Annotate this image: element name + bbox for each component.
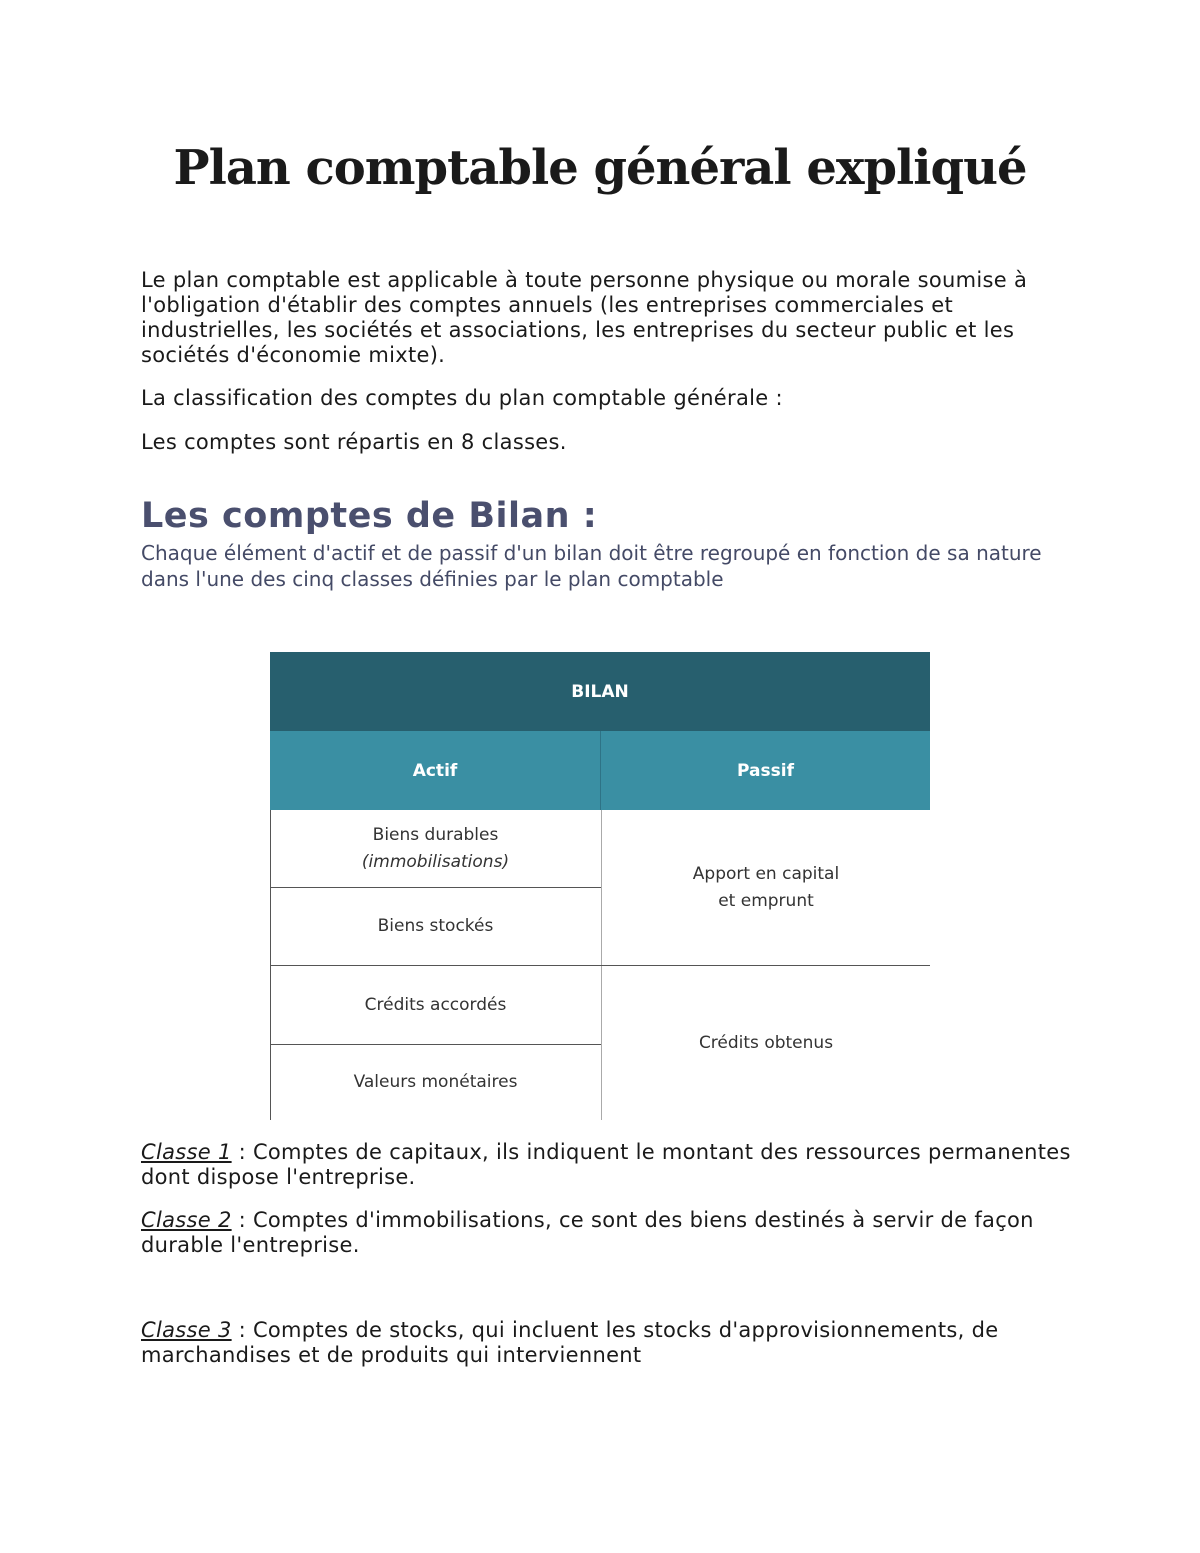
classe-1-separator: :: [231, 1140, 253, 1164]
biens-stockes-label: Biens stockés: [377, 916, 494, 936]
bilan-table-header: BILAN: [270, 652, 930, 731]
classe-1-label: Classe 1: [141, 1140, 232, 1164]
passif-column-header: Passif: [601, 731, 930, 810]
classification-line: La classification des comptes du plan comptable générale :: [141, 386, 783, 410]
classes-count-line: Les comptes sont répartis en 8 classes.: [141, 430, 567, 454]
apport-line1: Apport en capital: [692, 863, 840, 884]
classe-3-paragraph: [141, 1318, 1071, 1368]
classe-3-text: Comptes de stocks, qui incluent les stocks d'approvisionnements, de marchandises et de produits qui interviennent: [141, 1318, 999, 1367]
apport-line2: et emprunt: [718, 890, 814, 911]
classe-3-separator: :: [231, 1318, 253, 1342]
actif-cell-biens-durables: [270, 810, 601, 887]
actif-cell-valeurs-monetaires: [270, 1045, 601, 1120]
passif-cell-credits-obtenus: [602, 966, 930, 1120]
intro-paragraph: Le plan comptable est applicable à toute personne physique ou morale soumise à l'obligation d'établir des comptes annuels (les entreprises commerciales et industrielles, les sociétés et associations, les entreprises du secteur public et les sociétés d'économie mixte).: [141, 268, 1028, 367]
actif-cell-credits-accordes: [270, 966, 601, 1044]
bilan-section-description: Chaque élément d'actif et de passif d'un bilan doit être regroupé en fonction de sa nature dans l'une des cinq classes définies par le plan comptable: [141, 541, 1042, 591]
classe-2-paragraph: [141, 1208, 1071, 1258]
bilan-section-heading: Les comptes de Bilan :: [141, 496, 598, 536]
actif-cell-biens-stockes: [270, 888, 601, 965]
immobilisations-label: (immobilisations): [361, 851, 510, 872]
credits-accordes-label: Crédits accordés: [364, 994, 507, 1015]
classe-3-label: Classe 3: [141, 1318, 232, 1342]
classe-1-text: Comptes de capitaux, ils indiquent le montant des ressources permanentes dont dispose l'entreprise.: [141, 1140, 1071, 1189]
page-title: Plan comptable général expliqué: [173, 140, 1027, 196]
credits-obtenus-label: Crédits obtenus: [698, 1032, 834, 1053]
classe-1-paragraph: [141, 1140, 1071, 1190]
passif-cell-apport: [602, 810, 930, 965]
classe-2-separator: :: [231, 1208, 253, 1232]
bilan-table: [270, 652, 930, 1120]
actif-column-header: Actif: [270, 731, 601, 810]
classe-2-text: Comptes d'immobilisations, ce sont des biens destinés à servir de façon durable l'entreprise.: [141, 1208, 1034, 1257]
classe-2-label: Classe 2: [141, 1208, 232, 1232]
valeurs-monetaires-label: Valeurs monétaires: [353, 1072, 518, 1092]
biens-durables-label: Biens durables: [372, 824, 499, 845]
